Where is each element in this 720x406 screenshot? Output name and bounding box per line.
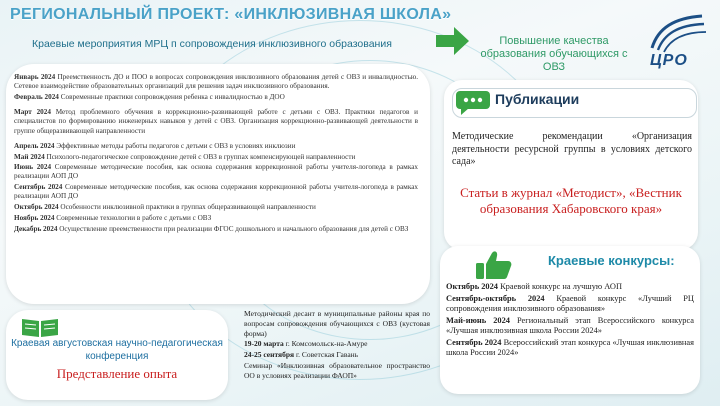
publications-text: Методические рекомендации «Организация деятельности ресурсной группы в условиях детского сада» <box>452 131 692 167</box>
desant-visit: 24-25 сентября г. Советская Гавань <box>244 350 359 359</box>
publications-articles: Статьи в журнал «Методист», «Вестник образования Хабаровского края» <box>460 185 682 216</box>
contests-list <box>446 282 694 360</box>
arrow-right-icon <box>436 26 470 56</box>
page-title: РЕГИОНАЛЬНЫЙ ПРОЕКТ: «ИНКЛЮЗИВНАЯ ШКОЛА» <box>10 6 452 23</box>
event-item: Октябрь 2024 Особенности инклюзивной практики в группах общеразвивающей направленности <box>14 203 316 212</box>
contest-item: Сентябрь-октябрь 2024 Краевой конкурс «Лучший РЦ сопровождения инклюзивного образования» <box>446 293 694 313</box>
event-item: Январь 2024 Преемственность ДО и ПОО в вопросах сопровождения инклюзивного образования детей с ОВЗ и инвалидностью. Сетевое взаимодействие образовательных организаций для решения задач инклюзивного образования. <box>14 73 419 91</box>
thumbs-up-icon <box>474 249 514 281</box>
event-item: Декабрь 2024 Осуществление преемственности при реализации ФГОС дошкольного и начального образования для детей с ОВЗ <box>14 224 409 233</box>
cro-logo <box>644 10 710 54</box>
event-item: Июнь 2024 Современные методические пособия, как основа содержания коррекционной работы учителя-логопеда в рамках реализации АОП ДО <box>14 163 418 181</box>
project-goal: Повышение качества образования обучающихся с ОВЗ <box>480 35 628 74</box>
page-subtitle: Краевые мероприятия МРЦ п сопровождения инклюзивного образования <box>32 38 392 50</box>
conference-subtitle: Представление опыта <box>56 366 178 381</box>
event-item: Сентябрь 2024 Современные методические пособия, как основа содержания коррекционной работы учителя-логопеда в рамках реализации АОП ДО <box>14 183 419 201</box>
desant-visit: 19-20 марта г. Комсомольск-на-Амуре <box>244 339 368 349</box>
chat-bubble-icon <box>455 89 491 117</box>
logo-text: ЦРО <box>650 52 688 69</box>
event-item: Апрель 2024 Эффективные методы работы педагогов с детьми с ОВЗ в условиях инклюзии <box>14 141 296 150</box>
desant-seminar: Семинар «Инклюзивная образовательное пространство ОО в условиях реализации ФАОП» <box>244 360 430 380</box>
contest-item: Октябрь 2024 Краевой конкурс на лучшую АОП <box>446 282 622 291</box>
conference-title: Краевая августовская научно-педагогическая конференция <box>11 338 223 362</box>
desant-block <box>244 309 430 381</box>
events-list <box>14 73 418 235</box>
contests-title: Краевые конкурсы: <box>548 253 675 268</box>
contest-item: Май-июнь 2024 Региональный этап Всероссийского конкурса «Лучшая инклюзивная школа России 2024» <box>446 315 695 335</box>
event-item: Февраль 2024 Современные практики сопровождения ребенка с инвалидностью в ДОО <box>14 92 285 101</box>
contest-item: Сентябрь 2024 Всероссийский этап конкурса «Лучшая инклюзивная школа России 2024» <box>446 337 694 357</box>
event-item: Ноябрь 2024 Современные технологии в работе с детьми с ОВЗ <box>14 213 212 222</box>
event-item: Май 2024 Психолого-педагогическое сопровождение детей с ОВЗ в группах компенсирующей направленности <box>14 152 356 161</box>
desant-intro: Методический десант в муниципальные районы края по вопросам сопровождения обучающихся с ОВЗ (кустовая форма) <box>244 309 430 338</box>
open-book-icon <box>20 316 60 338</box>
publications-title: Публикации <box>495 91 580 107</box>
event-item: Март 2024 Метод проблемного обучения в коррекционно-развивающей работе с детьми с ОВЗ. Практики педагогов и специалистов по формированию инженерных навыков у детей с ОВЗ. Организация коррекционно-развивающей деятельности в группе общеразвивающей направленности <box>14 108 419 135</box>
